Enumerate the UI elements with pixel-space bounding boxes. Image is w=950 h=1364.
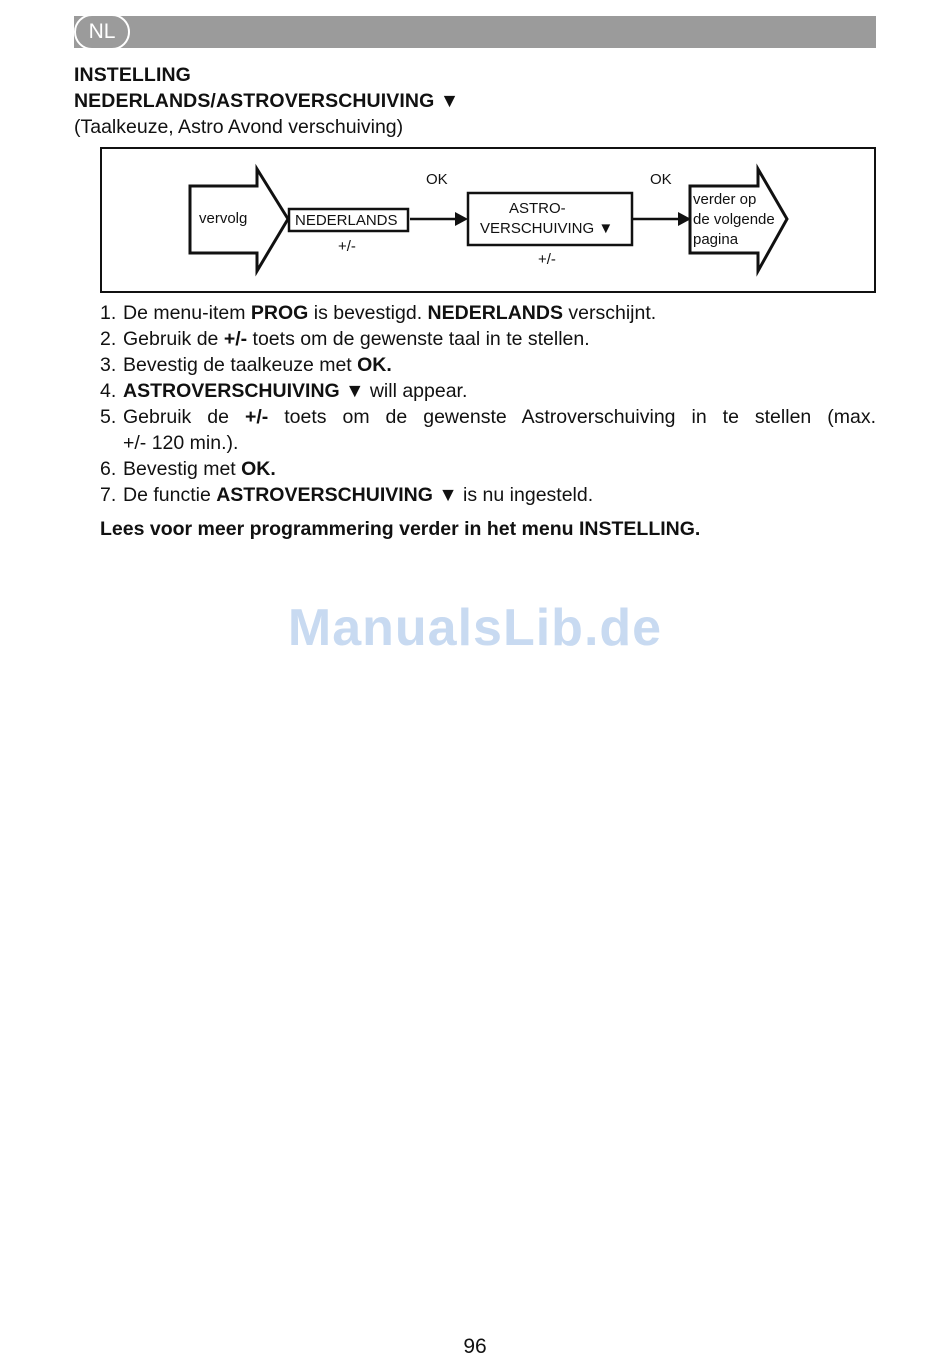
box2-label-line2: VERSCHUIVING ▼ xyxy=(480,220,614,237)
closing-note: Lees voor meer programmering verder in het menu INSTELLING. xyxy=(100,518,701,540)
start-arrow-label: vervolg xyxy=(199,210,248,227)
ok1-label: OK xyxy=(426,171,448,188)
page-number: 96 xyxy=(463,1335,487,1358)
step-text: ASTROVERSCHUIVING ▼ will appear. xyxy=(123,380,468,402)
section-description: (Taalkeuze, Astro Avond verschuiving) xyxy=(74,116,404,138)
step-text: De menu-item PROG is bevestigd. NEDERLANDS verschijnt. xyxy=(123,302,657,324)
section-title: INSTELLING xyxy=(74,64,191,86)
step-text: Gebruik de +/- toets om de gewenste taal in te stellen. xyxy=(123,328,590,350)
box1-label: NEDERLANDS xyxy=(295,212,398,229)
step-text: De functie ASTROVERSCHUIVING ▼ is nu ingesteld. xyxy=(123,484,594,506)
step-text: Bevestig de taalkeuze met OK. xyxy=(123,354,392,376)
watermark: ManualsLib.de xyxy=(287,599,663,657)
ok2-label: OK xyxy=(650,171,672,188)
section-subtitle: NEDERLANDS/ASTROVERSCHUIVING ▼ xyxy=(74,90,460,112)
box2-adjust-label: +/- xyxy=(538,251,556,268)
box2-label-line1: ASTRO- xyxy=(509,200,566,217)
end-arrow-label-line2: de volgende xyxy=(693,211,775,228)
box1-adjust-label: +/- xyxy=(338,238,356,255)
step-text-continuation: +/- 120 min.). xyxy=(123,432,239,454)
step-number: 4. xyxy=(100,380,117,402)
end-arrow-label-line1: verder op xyxy=(693,191,757,208)
step-number: 1. xyxy=(100,302,117,324)
step-text: Bevestig met OK. xyxy=(123,458,276,480)
header-bar xyxy=(74,16,876,48)
language-badge: NL xyxy=(74,14,130,50)
step-number: 2. xyxy=(100,328,117,350)
end-arrow-label-line3: pagina xyxy=(693,231,739,248)
step-text: Gebruik de +/- toets om de gewenste Astroverschuiving in te stellen (max. xyxy=(123,406,876,428)
step-number: 6. xyxy=(100,458,117,480)
step-number: 5. xyxy=(100,406,117,428)
step-number: 7. xyxy=(100,484,117,506)
flow-diagram xyxy=(100,147,876,293)
step-number: 3. xyxy=(100,354,117,376)
connector1-head xyxy=(455,212,468,226)
